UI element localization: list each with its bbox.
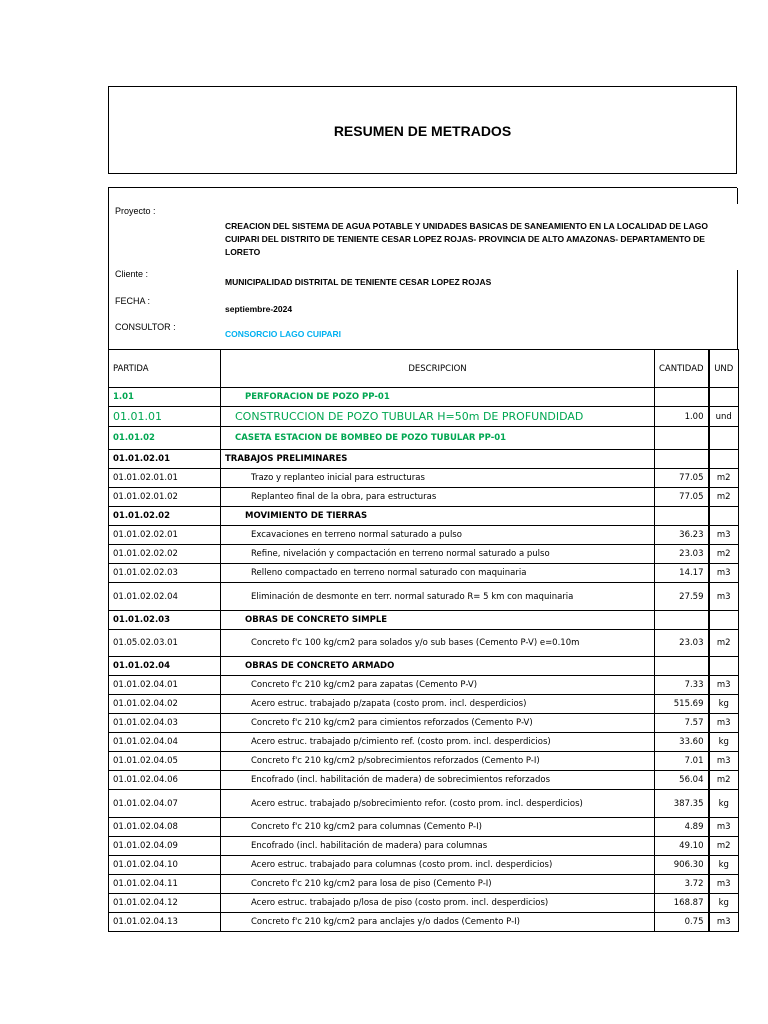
cell-und: m3 <box>709 818 739 837</box>
cliente-label: Cliente : <box>115 269 149 279</box>
header-und: UND <box>709 350 739 388</box>
cell-cantidad <box>655 507 709 526</box>
cell-und: kg <box>709 856 739 875</box>
border-segment <box>737 188 738 204</box>
cell-partida: 01.05.02.03.01 <box>109 630 221 657</box>
table-row <box>109 790 739 818</box>
cell-partida: 01.01.02.04.04 <box>109 733 221 752</box>
cell-und: m3 <box>709 714 739 733</box>
cell-descripcion: Excavaciones en terreno normal saturado a pulso <box>221 526 655 545</box>
header-partida: PARTIDA <box>109 350 221 388</box>
cell-und: m3 <box>709 564 739 583</box>
table-row <box>109 771 739 790</box>
cliente-value: MUNICIPALIDAD DISTRITAL DE TENIENTE CESAR LOPEZ ROJAS <box>225 277 492 287</box>
cell-und: m2 <box>709 771 739 790</box>
cell-descripcion: TRABAJOS PRELIMINARES <box>221 450 655 469</box>
cell-partida: 01.01.02.01 <box>109 450 221 469</box>
cell-und: m3 <box>709 583 739 611</box>
cell-cantidad: 0.75 <box>655 913 709 932</box>
cell-partida: 01.01.02.04.11 <box>109 875 221 894</box>
cell-und: m2 <box>709 488 739 507</box>
cell-cantidad <box>655 427 709 450</box>
cell-cantidad: 7.33 <box>655 676 709 695</box>
table-row <box>109 856 739 875</box>
header-cantidad: CANTIDAD <box>655 350 709 388</box>
table-row <box>109 427 739 450</box>
cell-descripcion: Concreto f'c 210 kg/cm2 para zapatas (Cemento P-V) <box>221 676 655 695</box>
table-body <box>109 388 739 932</box>
cell-descripcion: Acero estruc. trabajado para columnas (costo prom. incl. desperdicios) <box>221 856 655 875</box>
table-row <box>109 388 739 407</box>
table-row <box>109 714 739 733</box>
cell-cantidad: 906.30 <box>655 856 709 875</box>
table-row <box>109 894 739 913</box>
cell-descripcion: Concreto f'c 210 kg/cm2 para cimientos reforzados (Cemento P-V) <box>221 714 655 733</box>
cell-cantidad: 7.57 <box>655 714 709 733</box>
cell-cantidad: 23.03 <box>655 545 709 564</box>
cell-cantidad: 33.60 <box>655 733 709 752</box>
proyecto-label: Proyecto : <box>115 206 156 216</box>
cell-und: m3 <box>709 676 739 695</box>
cell-descripcion: PERFORACION DE POZO PP-01 <box>221 388 655 407</box>
table-row <box>109 733 739 752</box>
cell-und <box>709 450 739 469</box>
cell-descripcion: Acero estruc. trabajado p/sobrecimiento refor. (costo prom. incl. desperdicios) <box>221 790 655 818</box>
cell-descripcion: Concreto f'c 210 kg/cm2 para columnas (Cemento P-I) <box>221 818 655 837</box>
cell-descripcion: Concreto f'c 100 kg/cm2 para solados y/o sub bases (Cemento P-V) e=0.10m <box>221 630 655 657</box>
cell-cantidad: 23.03 <box>655 630 709 657</box>
cell-descripcion: Acero estruc. trabajado p/zapata (costo prom. incl. desperdicios) <box>221 695 655 714</box>
cell-descripcion: MOVIMIENTO DE TIERRAS <box>221 507 655 526</box>
table-row <box>109 837 739 856</box>
cell-und: m2 <box>709 469 739 488</box>
cell-cantidad: 56.04 <box>655 771 709 790</box>
cell-cantidad: 168.87 <box>655 894 709 913</box>
cell-cantidad: 515.69 <box>655 695 709 714</box>
table-row <box>109 469 739 488</box>
cell-cantidad: 36.23 <box>655 526 709 545</box>
table-row <box>109 564 739 583</box>
cell-descripcion: Refine, nivelación y compactación en terreno normal saturado a pulso <box>221 545 655 564</box>
consultor-label: CONSULTOR : <box>115 322 176 332</box>
table-row <box>109 611 739 630</box>
table-row <box>109 507 739 526</box>
cell-descripcion: Concreto f'c 210 kg/cm2 para losa de piso (Cemento P-I) <box>221 875 655 894</box>
cell-und: m2 <box>709 630 739 657</box>
cell-partida: 01.01.02.04.10 <box>109 856 221 875</box>
cell-cantidad: 1.00 <box>655 407 709 427</box>
cell-und: m3 <box>709 526 739 545</box>
cell-partida: 01.01.01 <box>109 407 221 427</box>
cell-partida: 01.01.02.04.12 <box>109 894 221 913</box>
table-row <box>109 526 739 545</box>
cell-partida: 01.01.02 <box>109 427 221 450</box>
metrados-table <box>108 349 739 932</box>
cell-und <box>709 611 739 630</box>
cell-und: kg <box>709 894 739 913</box>
table-row <box>109 450 739 469</box>
cell-und <box>709 507 739 526</box>
cell-cantidad <box>655 388 709 407</box>
cell-descripcion: Trazo y replanteo inicial para estructuras <box>221 469 655 488</box>
cell-partida: 01.01.02.04.06 <box>109 771 221 790</box>
cell-cantidad: 14.17 <box>655 564 709 583</box>
table-row <box>109 657 739 676</box>
cell-cantidad: 49.10 <box>655 837 709 856</box>
cell-partida: 1.01 <box>109 388 221 407</box>
cell-descripcion: Acero estruc. trabajado p/losa de piso (costo prom. incl. desperdicios) <box>221 894 655 913</box>
cell-cantidad: 4.89 <box>655 818 709 837</box>
table-row <box>109 676 739 695</box>
fecha-label: FECHA : <box>115 296 151 306</box>
cell-partida: 01.01.02.03 <box>109 611 221 630</box>
cell-und: m2 <box>709 837 739 856</box>
cell-und <box>709 427 739 450</box>
cell-und: kg <box>709 695 739 714</box>
table-row <box>109 583 739 611</box>
cell-descripcion: Acero estruc. trabajado p/cimiento ref. (costo prom. incl. desperdicios) <box>221 733 655 752</box>
cell-cantidad: 3.72 <box>655 875 709 894</box>
cell-partida: 01.01.02.04.01 <box>109 676 221 695</box>
cell-descripcion: Encofrado (incl. habilitación de madera) para columnas <box>221 837 655 856</box>
cell-descripcion: Encofrado (incl. habilitación de madera) de sobrecimientos reforzados <box>221 771 655 790</box>
cell-partida: 01.01.02.04.03 <box>109 714 221 733</box>
cell-cantidad: 387.35 <box>655 790 709 818</box>
header-descripcion: DESCRIPCION <box>221 350 655 388</box>
cell-und: m3 <box>709 875 739 894</box>
table-row <box>109 818 739 837</box>
cell-descripcion: Concreto f'c 210 kg/cm2 para anclajes y/o dados (Cemento P-I) <box>221 913 655 932</box>
cell-descripcion: OBRAS DE CONCRETO SIMPLE <box>221 611 655 630</box>
cell-partida: 01.01.02.04.08 <box>109 818 221 837</box>
cell-cantidad: 77.05 <box>655 469 709 488</box>
cell-partida: 01.01.02.02.02 <box>109 545 221 564</box>
cell-und <box>709 388 739 407</box>
cell-partida: 01.01.02.02.01 <box>109 526 221 545</box>
proyecto-value: CREACION DEL SISTEMA DE AGUA POTABLE Y UNIDADES BASICAS DE SANEAMIENTO EN LA LOCALIDAD DE LAGO CUIPARI DEL DISTRITO DE TENIENTE CESAR LOPEZ ROJAS- PROVINCIA DE ALTO AMAZONAS- DEPARTAMENTO DE LORETO <box>225 221 708 257</box>
cell-cantidad: 7.01 <box>655 752 709 771</box>
consultor-value: CONSORCIO LAGO CUIPARI <box>225 329 342 339</box>
cell-partida: 01.01.02.04.02 <box>109 695 221 714</box>
cell-cantidad <box>655 657 709 676</box>
cell-und: und <box>709 407 739 427</box>
cell-descripcion: Replanteo final de la obra, para estructuras <box>221 488 655 507</box>
cell-und: kg <box>709 790 739 818</box>
cell-descripcion: CASETA ESTACION DE BOMBEO DE POZO TUBULAR PP-01 <box>221 427 655 450</box>
table-row <box>109 875 739 894</box>
cell-cantidad: 27.59 <box>655 583 709 611</box>
cell-partida: 01.01.02.02 <box>109 507 221 526</box>
cell-partida: 01.01.02.04 <box>109 657 221 676</box>
cell-cantidad <box>655 450 709 469</box>
table-row <box>109 752 739 771</box>
cell-und <box>709 657 739 676</box>
table-row <box>109 545 739 564</box>
table-row <box>109 407 739 427</box>
cell-und: m2 <box>709 545 739 564</box>
cell-cantidad: 77.05 <box>655 488 709 507</box>
cell-partida: 01.01.02.04.05 <box>109 752 221 771</box>
title-box <box>108 86 737 174</box>
cell-und: kg <box>709 733 739 752</box>
cell-descripcion: Eliminación de desmonte en terr. normal saturado R= 5 km con maquinaria <box>221 583 655 611</box>
table-header-row <box>109 350 739 388</box>
cell-descripcion: OBRAS DE CONCRETO ARMADO <box>221 657 655 676</box>
cell-und: m3 <box>709 913 739 932</box>
cell-partida: 01.01.02.01.02 <box>109 488 221 507</box>
cell-cantidad <box>655 611 709 630</box>
cell-descripcion: Concreto f'c 210 kg/cm2 p/sobrecimientos reforzados (Cemento P-I) <box>221 752 655 771</box>
cell-partida: 01.01.02.04.09 <box>109 837 221 856</box>
cell-descripcion: Relleno compactado en terreno normal saturado con maquinaria <box>221 564 655 583</box>
table-row <box>109 695 739 714</box>
table-row <box>109 913 739 932</box>
cell-partida: 01.01.02.02.03 <box>109 564 221 583</box>
table-row <box>109 630 739 657</box>
page-title: RESUMEN DE METRADOS <box>333 123 512 139</box>
table-row <box>109 488 739 507</box>
cell-partida: 01.01.02.04.13 <box>109 913 221 932</box>
cell-partida: 01.01.02.01.01 <box>109 469 221 488</box>
cell-und: m3 <box>709 752 739 771</box>
fecha-value: septiembre-2024 <box>225 304 293 314</box>
project-info <box>108 187 737 349</box>
cell-partida: 01.01.02.04.07 <box>109 790 221 818</box>
border-segment <box>737 270 738 350</box>
cell-descripcion: CONSTRUCCION DE POZO TUBULAR H=50m DE PROFUNDIDAD <box>221 407 655 427</box>
cell-partida: 01.01.02.02.04 <box>109 583 221 611</box>
